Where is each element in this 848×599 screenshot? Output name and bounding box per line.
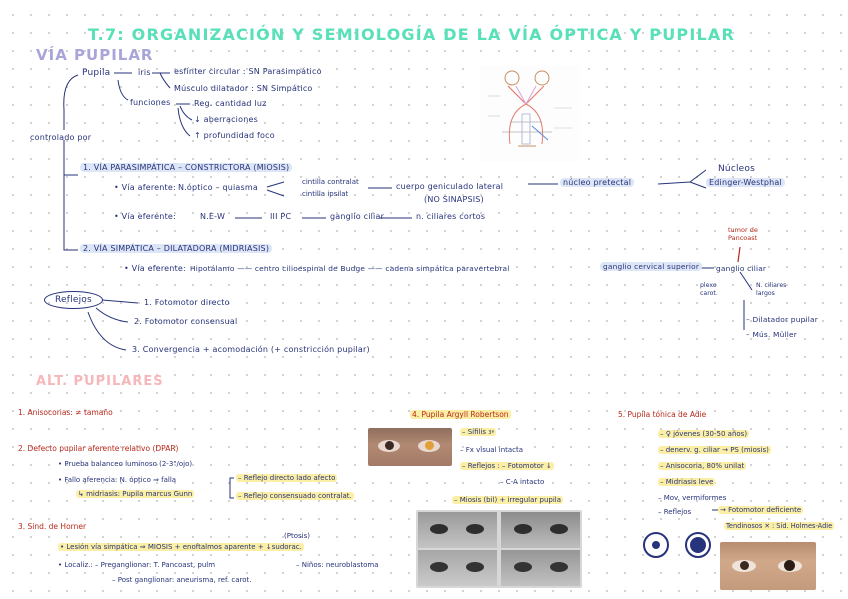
dpar-prueba: • Prueba balanceo luminoso (2-3"/ojo) bbox=[58, 460, 193, 468]
argyll-sifilis: – Sífilis 3ª bbox=[462, 428, 494, 436]
adie-6: – Reflejos bbox=[658, 508, 692, 516]
eferente-text: N.E-W bbox=[200, 212, 226, 221]
aferente-label: • Vía aferente: bbox=[114, 183, 176, 192]
cuerpo-geniculado: cuerpo geniculado lateral bbox=[396, 182, 504, 191]
adie-pupils-icon bbox=[642, 530, 716, 560]
simpatica-eferente-label: • Vía eferente: bbox=[124, 264, 186, 273]
plexo-carot: plexo carot. bbox=[700, 282, 718, 297]
n-ciliares-cortos: n. ciliares cortos bbox=[416, 212, 486, 221]
horner-localiz: • Localiz.: – Preganglionar: T. Pancoast, pulm bbox=[58, 561, 216, 569]
dpar-heading: 2. Defecto pupilar aferente relativo (DPAR) bbox=[18, 444, 179, 453]
dpar-midriasis: ↳ midriasis: Pupila marcus Gunn bbox=[78, 490, 193, 498]
n-ciliares-largos: N. ciliares largos bbox=[756, 282, 787, 297]
nucleo-pretectal: núcleo pretectal bbox=[560, 178, 634, 187]
argyll-c-a: – C-A intacto bbox=[500, 478, 545, 486]
reflejo-3: 3. Convergencia + acomodación (+ constricción pupilar) bbox=[132, 345, 370, 354]
adie-heading: 5. Pupila tónica de Adie bbox=[618, 410, 707, 419]
dilatador-text: Músculo dilatador : SN Simpático bbox=[174, 84, 313, 93]
mus-muller: – Mús. Müller bbox=[746, 330, 798, 339]
parasimpatica-heading: 1. VÍA PARASIMPÁTICA – CONSTRICTORA (MIOSIS) bbox=[80, 163, 292, 172]
reflejos-label: Reflejos bbox=[44, 291, 103, 309]
adie-4: – Midriasis leve bbox=[660, 478, 714, 486]
reflejo-1: 1. Fotomotor directo bbox=[144, 298, 230, 307]
adie-6a: → Fotomotor deficiente bbox=[720, 506, 802, 514]
nucleos-label: Núcleos bbox=[718, 164, 756, 174]
section-via-pupilar: VÍA PUPILAR bbox=[36, 46, 154, 64]
reflejo-2: 2. Fotomotor consensual bbox=[134, 317, 238, 326]
cintilla-ipsilat: cintilla ipsilat bbox=[302, 190, 349, 198]
iris-label: iris bbox=[138, 68, 151, 77]
adie-3: – Anisocoria, 80% unilat bbox=[660, 462, 745, 470]
funciones-label: funciones bbox=[130, 98, 171, 107]
ganglio-ciliar: ganglio ciliar bbox=[330, 212, 385, 221]
horner-ninos: – Niños: neuroblastoma bbox=[296, 561, 379, 569]
horner-lesion: • Lesión vía simpática ⇒ MIOSIS + enoftalmos aparente + ↓sudorac. bbox=[60, 543, 302, 551]
page-title: T.7: ORGANIZACIÓN Y SEMIOLOGÍA DE LA VÍA ÓPTICA Y PUPILAR bbox=[88, 25, 736, 44]
horner-ptosis: (Ptosis) bbox=[284, 532, 310, 540]
adie-5: – Mov. vermiformes bbox=[658, 494, 727, 502]
tumor-pancoast: tumor de Pancoast bbox=[728, 226, 758, 242]
section-alt-pupilares: ALT. PUPILARES bbox=[36, 374, 164, 389]
esfinter-text: esfínter circular : SN Parasimpático bbox=[174, 67, 322, 76]
horner-heading: 3. Sind. de Horner bbox=[18, 522, 87, 531]
cintilla-contralat: cintilla contralat bbox=[302, 178, 359, 186]
adie-2: – denerv. g. ciliar → PS (miosis) bbox=[660, 446, 769, 454]
argyll-eyes-photo bbox=[368, 428, 452, 466]
adie-6b: Tendinosos ✕ : Síd. Holmes-Adie bbox=[726, 522, 833, 530]
edinger-westphal: Edinger-Westphal bbox=[706, 178, 785, 187]
iii-pc: III PC bbox=[270, 212, 292, 221]
dpar-reflejo-directo: – Reflejo directo lado afecto bbox=[238, 474, 336, 482]
anisocorias: 1. Anisocorias: ≠ tamaño bbox=[18, 408, 113, 417]
dpar-fallo: • Fallo aferencia: N. óptico ⇒ falla bbox=[58, 476, 177, 484]
simpatica-chain: Hipotálamo —— centro cilioespinal de Budge —— cadena simpática paravertebral bbox=[190, 264, 510, 273]
argyll-miosis: – Miosis (bil) + irregular pupila bbox=[454, 496, 562, 504]
pupila-label: Pupila bbox=[82, 68, 111, 78]
aferente-text: N.óptico – quiasma bbox=[178, 183, 258, 192]
dpar-reflejo-consensuado: – Reflejo consensuado contralat. bbox=[238, 492, 352, 500]
horner-postgang: – Post ganglionar: aneurisma, ref. carot. bbox=[112, 576, 252, 584]
funcion-2: ↓ aberraciones bbox=[194, 115, 258, 124]
controlado-label: controlado por bbox=[30, 133, 92, 142]
eferente-label: • Vía eferente: bbox=[114, 212, 176, 221]
ganglio-ciliar-2: ganglio ciliar bbox=[716, 264, 767, 273]
argyll-heading: 4. Pupila Argyll Robertson bbox=[412, 410, 509, 419]
no-sinapsis: (NO SINAPSIS) bbox=[424, 195, 484, 204]
optic-pathway-diagram bbox=[480, 66, 580, 162]
funcion-1: Reg. cantidad luz bbox=[194, 99, 267, 108]
adie-1: – ♀ jóvenes (30-50 años) bbox=[660, 430, 748, 438]
horner-eyes-grid-photo bbox=[416, 510, 582, 588]
simpatica-heading: 2. VÍA SIMPÁTICA – DILATADORA (MIDRIASIS) bbox=[80, 244, 272, 253]
funcion-3: ↑ profundidad foco bbox=[194, 131, 275, 140]
adie-eyes-photo bbox=[720, 542, 816, 590]
argyll-fx-visual: – Fx visual intacta bbox=[460, 446, 524, 454]
ganglio-cervical: ganglio cervical superior bbox=[600, 262, 702, 271]
dilatador-pupilar: – Dilatador pupilar bbox=[746, 315, 818, 324]
argyll-reflejos: – Reflejos : – Fotomotor ↓ bbox=[462, 462, 552, 470]
